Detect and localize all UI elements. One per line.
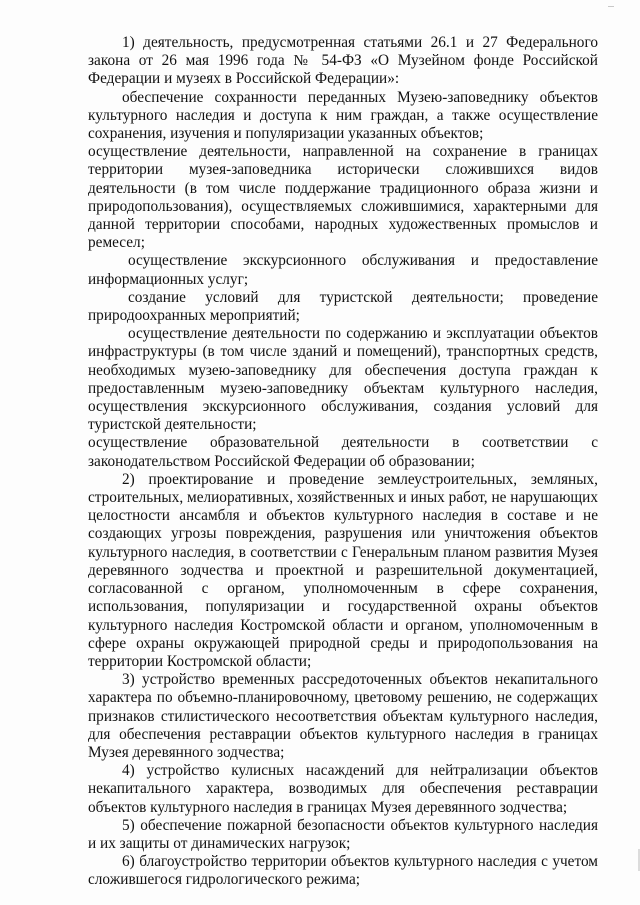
paragraph-9: 3) устройство временных рассредоточенных объектов некапитального характера по объемно-планировочному, цветовому решению, не содержащих признаков стилистического несоответствия объектам культурного наследия, для обеспечения реставрации объектов культурного наследия в границах Музея деревянного зодчества; bbox=[88, 671, 598, 761]
paragraph-4: осуществление экскурсионного обслуживания и предоставление информационных услуг; bbox=[88, 252, 598, 288]
paragraph-2: обеспечение сохранности переданных Музею-заповеднику объектов культурного наследия и доступа к ним граждан, а также осуществление сохранения, изучения и популяризации указанных объектов; bbox=[88, 88, 598, 143]
paragraph-3: осуществление деятельности, направленной на сохранение в границах территории музея-заповедника исторически сложившихся видов деятельности (в том числе поддержание традиционного образа жизни и природопользования), осуществляемых сложившимися, характерными для данной территории способами, народных художественных промыслов и ремесел; bbox=[88, 143, 598, 252]
paragraph-12: 6) благоустройство территории объектов культурного наследия с учетом сложившегося гидрологического режима; bbox=[88, 853, 598, 889]
paragraph-6: осуществление деятельности по содержанию и эксплуатации объектов инфраструктуры (в том числе зданий и помещений), транспортных средств, необходимых музею-заповеднику для обеспечения доступа граждан к предоставленным музею-заповеднику объектам культурного наследия, осуществления экскурсионного обслуживания, создания условий для туристской деятельности; bbox=[88, 325, 598, 434]
paragraph-10: 4) устройство кулисных насаждений для нейтрализации объектов некапитального характера, возводимых для обеспечения реставрации объектов культурного наследия в границах Музея деревянного зодчества; bbox=[88, 762, 598, 816]
scan-artifact bbox=[608, 6, 614, 7]
paragraph-7: осуществление образовательной деятельности в соответствии с законодательством Российской Федерации об образовании; bbox=[88, 434, 598, 470]
document-body bbox=[88, 34, 598, 890]
paragraph-1: 1) деятельность, предусмотренная статьями 26.1 и 27 Федерального закона от 26 мая 1996 года № 54-ФЗ «О Музейном фонде Российской Федерации и музеях в Российской Федерации»: bbox=[88, 34, 598, 88]
paragraph-5: создание условий для туристской деятельности; проведение природоохранных мероприятий; bbox=[88, 288, 598, 325]
paragraph-11: 5) обеспечение пожарной безопасности объектов культурного наследия и их защиты от динамических нагрузок; bbox=[88, 816, 598, 852]
paragraph-8: 2) проектирование и проведение землеустроительных, земляных, строительных, мелиоративных, хозяйственных и иных работ, не нарушающих целостности ансамбля и объектов культурного наследия в составе и не создающих угрозы повреждения, разрушения или уничтожения объектов культурного наследия, в соответствии с Генеральным планом развития Музея деревянного зодчества и проектной и разрешительной документацией, согласованной с органом, уполномоченным в сфере сохранения, использования, популяризации и государственной охраны объектов культурного наследия Костромской области и органом, уполномоченным в сфере охраны окружающей природной среды и природопользования на территории Костромской области; bbox=[88, 470, 598, 670]
